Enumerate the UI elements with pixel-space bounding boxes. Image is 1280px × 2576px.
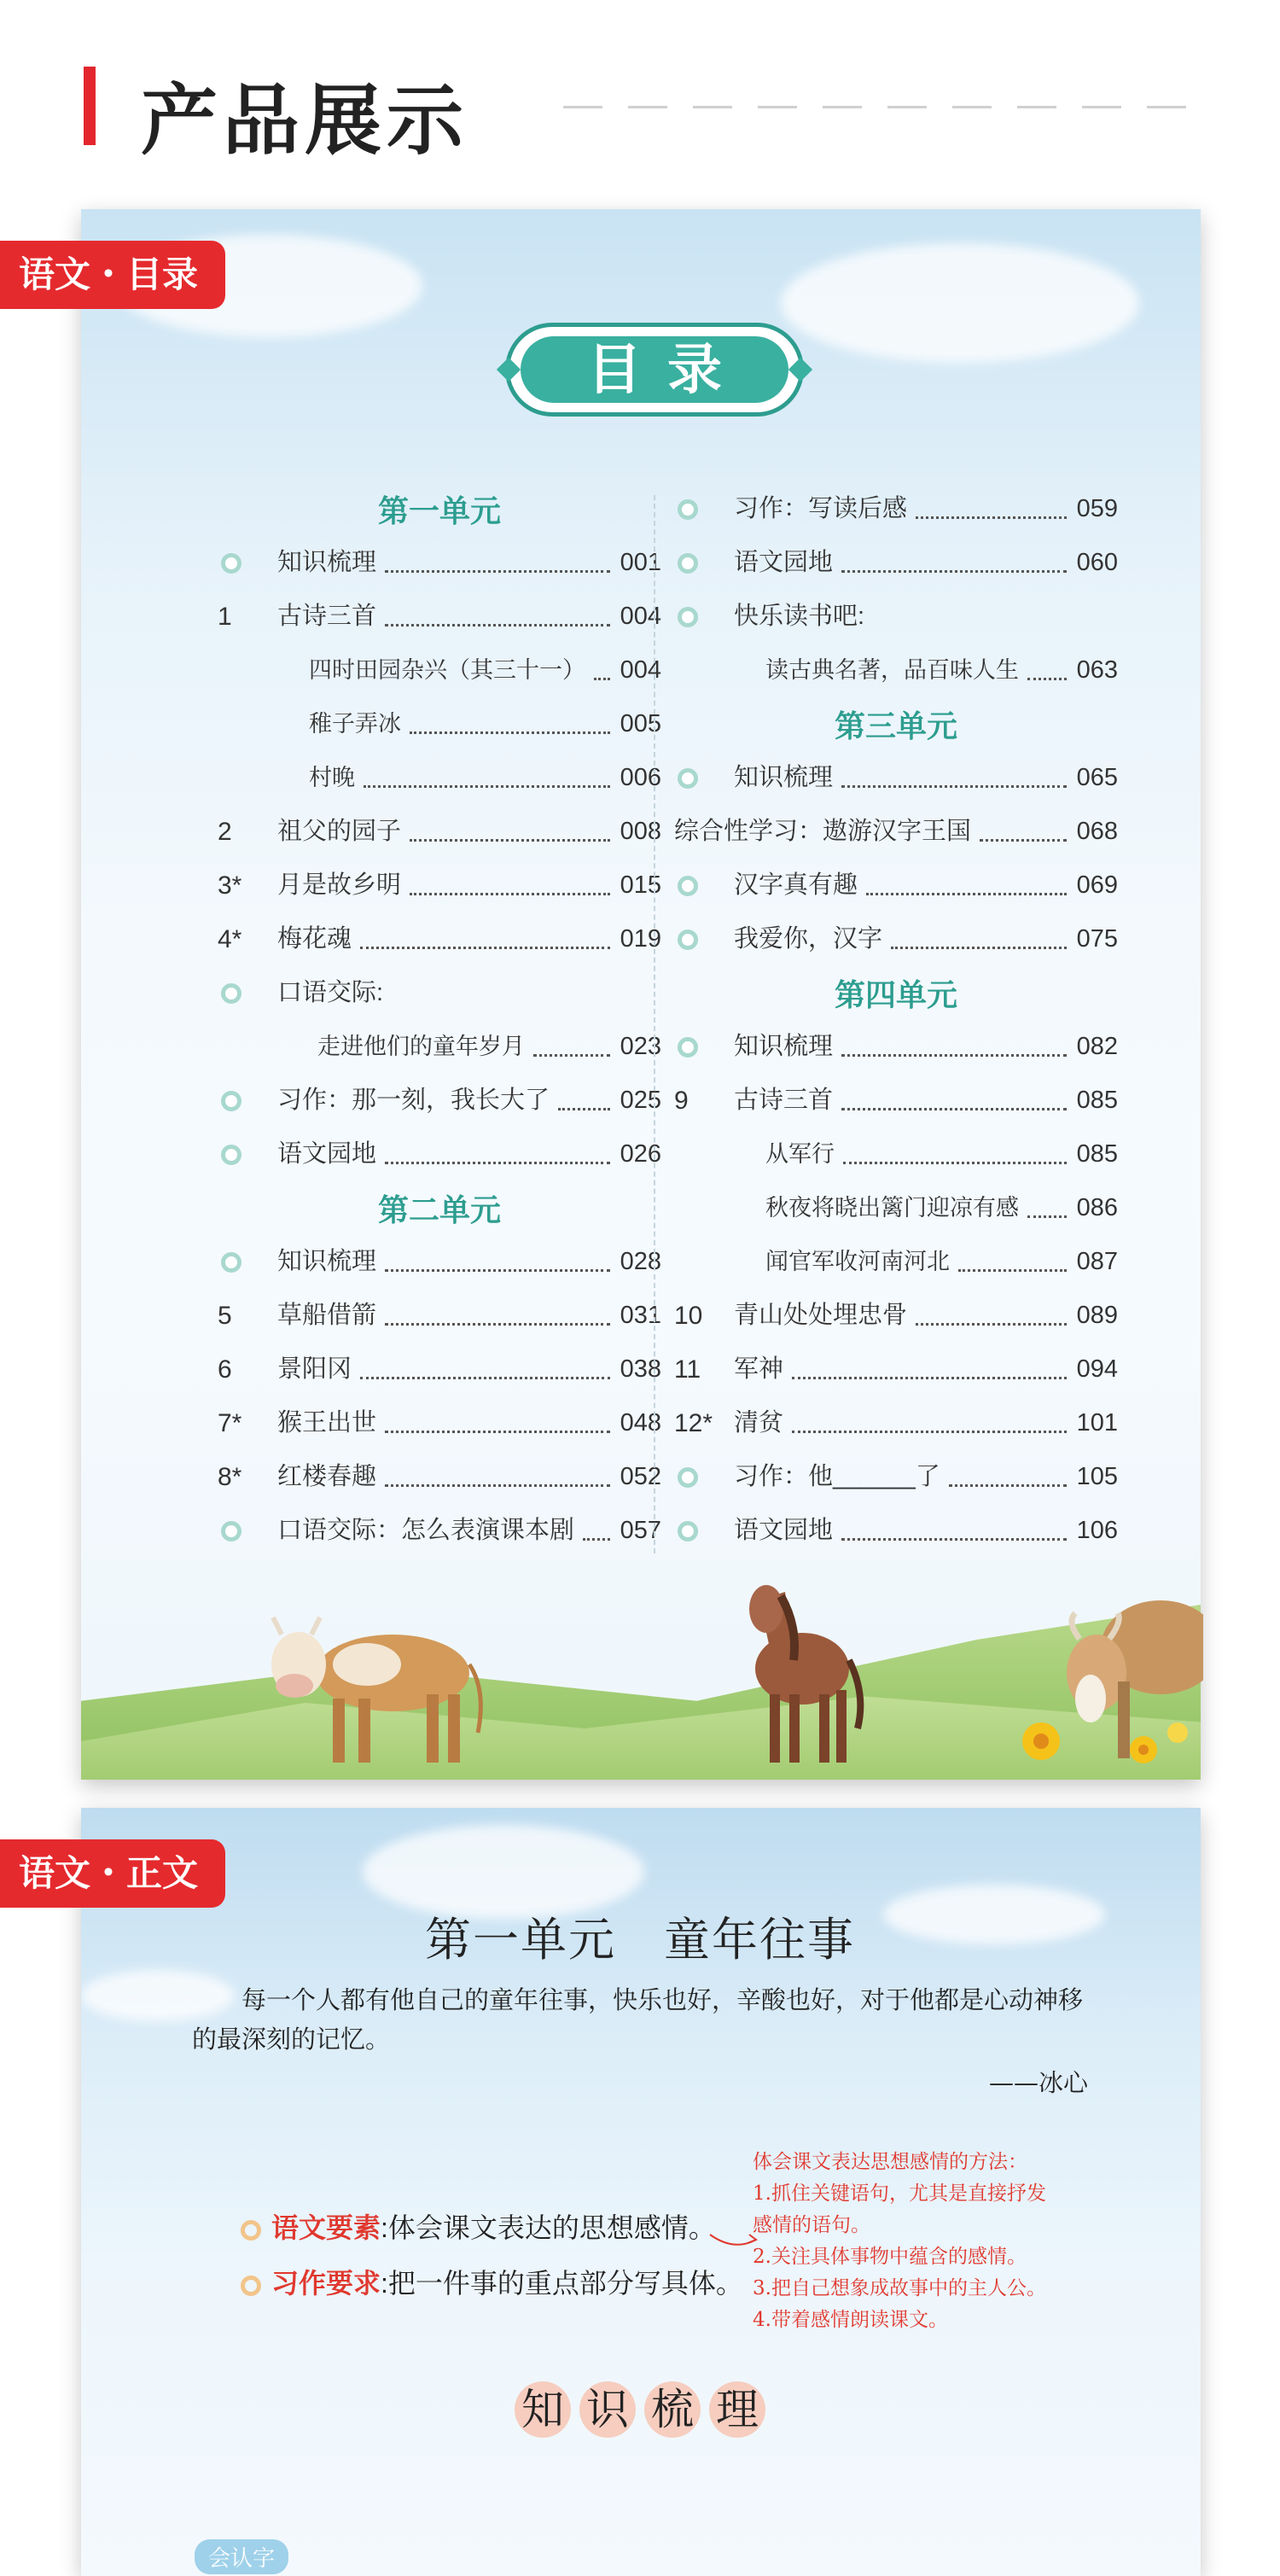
unit-heading: 第四单元 bbox=[834, 977, 957, 1012]
toc-entry-title: 知识梳理 bbox=[734, 764, 834, 791]
toc-entry-title: 综合性学习：遨游汉字王国 bbox=[674, 818, 972, 845]
page-number: 069 bbox=[1076, 871, 1118, 899]
page-number: 004 bbox=[620, 603, 661, 630]
toc-banner bbox=[505, 323, 804, 417]
toc-entry-title: 口语交际：怎么表演课本剧 bbox=[277, 1517, 575, 1544]
note-line: 体会课文表达思想感情的方法： bbox=[753, 2151, 1027, 2173]
toc-entry[interactable] bbox=[674, 1289, 1118, 1343]
circle-bullet-icon bbox=[221, 1091, 241, 1111]
knowledge-char: 知 bbox=[515, 2381, 571, 2438]
toc-entry-title: 知识梳理 bbox=[277, 1248, 377, 1275]
toc-entry-title: 祖父的园子 bbox=[277, 818, 402, 845]
page-number: 026 bbox=[620, 1140, 661, 1168]
toc-entry[interactable] bbox=[218, 1396, 661, 1450]
dot-leader bbox=[1027, 1181, 1067, 1218]
circle-bullet-icon bbox=[221, 553, 241, 574]
page-number: 087 bbox=[1076, 1248, 1118, 1275]
toc-entry-title: 知识梳理 bbox=[277, 549, 377, 576]
dot-leader bbox=[891, 912, 1067, 949]
toc-entry-title: 军神 bbox=[734, 1355, 784, 1383]
circle-bullet-icon bbox=[678, 553, 698, 574]
circle-bullet-icon bbox=[678, 930, 698, 950]
page-number: 060 bbox=[1076, 549, 1118, 576]
toc-entry-title: 秋夜将晓出篱门迎凉有感 bbox=[765, 1195, 1019, 1221]
toc-entry-title: 梅花魂 bbox=[277, 925, 352, 953]
toc-entry[interactable] bbox=[218, 1020, 661, 1074]
toc-entry-title: 走进他们的童年岁月 bbox=[317, 1034, 525, 1060]
dot-leader bbox=[949, 1450, 1067, 1487]
toc-entry-title: 语文园地 bbox=[734, 1517, 834, 1544]
toc-entry[interactable] bbox=[674, 590, 1118, 644]
note-line: 2.关注具体事物中蕴含的感情。 bbox=[753, 2246, 1027, 2268]
dot-leader bbox=[364, 751, 610, 788]
lesson-number: 4* bbox=[218, 925, 242, 953]
page-number: 101 bbox=[1076, 1409, 1118, 1437]
dot-leader bbox=[410, 859, 610, 895]
circle-bullet-icon bbox=[678, 607, 698, 627]
toc-entry[interactable] bbox=[218, 1450, 661, 1504]
dot-leader bbox=[792, 1396, 1067, 1433]
dot-leader bbox=[385, 590, 610, 627]
page-number: 008 bbox=[620, 818, 661, 845]
toc-entry[interactable] bbox=[218, 751, 661, 805]
dot-leader bbox=[385, 1396, 610, 1433]
toc-entry[interactable] bbox=[674, 859, 1118, 912]
dot-leader bbox=[558, 1074, 610, 1110]
toc-entry-title: 语文园地 bbox=[734, 549, 834, 576]
toc-entry[interactable] bbox=[218, 1289, 661, 1343]
page-number: 019 bbox=[620, 925, 661, 953]
page-number: 006 bbox=[620, 764, 661, 791]
page-number: 068 bbox=[1076, 818, 1118, 845]
page-number: 005 bbox=[620, 710, 661, 737]
requirement-key: 语文要素 bbox=[271, 2212, 381, 2243]
toc-entry[interactable] bbox=[674, 1450, 1118, 1504]
lesson-number: 10 bbox=[674, 1302, 703, 1330]
unit-title: 第一单元 童年往事 bbox=[425, 1913, 855, 1967]
page-number: 089 bbox=[1076, 1302, 1118, 1329]
annotation-arrow bbox=[708, 2228, 759, 2253]
lesson-number: 11 bbox=[674, 1355, 701, 1384]
lesson-number: 9 bbox=[674, 1087, 689, 1115]
dot-leader bbox=[385, 536, 610, 573]
page-number: 048 bbox=[620, 1409, 661, 1437]
toc-entry[interactable] bbox=[218, 912, 661, 966]
toc-left-column bbox=[218, 482, 661, 1558]
lesson-number: 1 bbox=[218, 603, 232, 631]
page-number: 001 bbox=[620, 549, 661, 576]
dot-leader bbox=[841, 751, 1067, 788]
note-line: 感情的语句。 bbox=[753, 2214, 870, 2236]
toc-entry[interactable] bbox=[218, 859, 661, 912]
toc-entry-title: 稚子弄冰 bbox=[309, 711, 401, 737]
header-accent-bar bbox=[84, 67, 96, 145]
cloud bbox=[781, 243, 1139, 363]
dot-leader bbox=[841, 1020, 1067, 1057]
flowers-illustration bbox=[1015, 1699, 1203, 1775]
lesson-number: 6 bbox=[218, 1355, 232, 1384]
lesson-number: 2 bbox=[218, 818, 232, 846]
toc-entry-title: 四时田园杂兴（其三十一） bbox=[309, 657, 585, 684]
ring-bullet-icon bbox=[241, 2276, 261, 2296]
page-title: 产品展示 bbox=[141, 79, 468, 164]
dot-leader bbox=[841, 1074, 1067, 1110]
toc-entry[interactable] bbox=[218, 966, 661, 1020]
requirement-writing bbox=[241, 2262, 743, 2301]
toc-entry[interactable] bbox=[218, 1074, 661, 1128]
toc-entry[interactable] bbox=[218, 590, 661, 644]
dot-leader bbox=[1027, 644, 1067, 680]
lesson-number: 12* bbox=[674, 1409, 713, 1437]
toc-entry[interactable] bbox=[674, 1181, 1118, 1235]
toc-entry[interactable] bbox=[218, 1343, 661, 1396]
circle-bullet-icon bbox=[221, 983, 241, 1004]
circle-bullet-icon bbox=[678, 1467, 698, 1488]
toc-entry-title: 清贫 bbox=[734, 1409, 784, 1437]
note-line: 1.抓住关键语句，尤其是直接抒发 bbox=[753, 2183, 1046, 2205]
toc-entry[interactable] bbox=[674, 644, 1118, 697]
toc-entry-title: 汉字真有趣 bbox=[734, 871, 858, 899]
toc-entry-title: 草船借箭 bbox=[277, 1302, 377, 1329]
toc-entry-title: 习作：他______了 bbox=[734, 1463, 940, 1490]
toc-entry-title: 我爱你，汉字 bbox=[734, 925, 883, 953]
toc-entry[interactable] bbox=[674, 482, 1118, 536]
page-number: 082 bbox=[1076, 1033, 1118, 1060]
circle-bullet-icon bbox=[221, 1521, 241, 1542]
toc-entry[interactable] bbox=[674, 1235, 1118, 1289]
dot-leader bbox=[980, 805, 1067, 842]
circle-bullet-icon bbox=[221, 1145, 241, 1165]
toc-entry[interactable] bbox=[674, 536, 1118, 590]
page-number: 065 bbox=[1076, 764, 1118, 791]
dot-leader bbox=[385, 1128, 610, 1164]
page-number: 094 bbox=[1076, 1355, 1118, 1383]
lesson-number: 5 bbox=[218, 1302, 232, 1330]
page-number: 085 bbox=[1076, 1087, 1118, 1114]
dot-leader bbox=[410, 697, 610, 734]
toc-divider bbox=[654, 495, 655, 1553]
toc-right-column bbox=[674, 482, 1118, 1558]
circle-bullet-icon bbox=[678, 1037, 698, 1058]
dot-leader bbox=[916, 1289, 1067, 1326]
toc-entry[interactable] bbox=[218, 644, 661, 697]
dot-leader bbox=[360, 912, 610, 949]
unit-heading: 第二单元 bbox=[377, 1192, 501, 1227]
header-divider bbox=[563, 106, 1212, 108]
toc-entry-title: 月是故乡明 bbox=[277, 871, 402, 899]
dot-leader bbox=[792, 1343, 1067, 1379]
dot-leader bbox=[841, 536, 1067, 573]
page-number: 075 bbox=[1076, 925, 1118, 953]
toc-banner-title: 目录 bbox=[521, 336, 788, 403]
dot-leader bbox=[385, 1289, 610, 1326]
toc-entry-title: 从军行 bbox=[765, 1141, 835, 1168]
requirement-text: :体会课文表达的思想感情。 bbox=[381, 2212, 716, 2243]
dot-leader bbox=[385, 1235, 610, 1272]
dot-leader bbox=[866, 859, 1067, 895]
toc-entry[interactable] bbox=[218, 536, 661, 590]
dot-leader bbox=[841, 1504, 1067, 1541]
toc-entry-title: 古诗三首 bbox=[277, 603, 377, 630]
lesson-number: 3* bbox=[218, 871, 242, 900]
toc-entry-title: 习作：写读后感 bbox=[734, 495, 908, 522]
recognize-chars-badge: 会认字 bbox=[195, 2539, 288, 2574]
method-note bbox=[753, 2147, 1145, 2336]
toc-entry[interactable] bbox=[674, 1343, 1118, 1396]
knowledge-heading bbox=[0, 2381, 1280, 2438]
page-number: 025 bbox=[620, 1087, 661, 1114]
page-number: 085 bbox=[1076, 1140, 1118, 1168]
toc-entry[interactable] bbox=[674, 805, 1118, 859]
toc-entry[interactable] bbox=[674, 1504, 1118, 1558]
toc-entry-title: 猴王出世 bbox=[277, 1409, 377, 1437]
circle-bullet-icon bbox=[678, 1521, 698, 1542]
note-line: 4.带着感情朗读课文。 bbox=[753, 2309, 948, 2331]
page-number: 031 bbox=[620, 1302, 661, 1329]
page-number: 059 bbox=[1076, 495, 1118, 522]
toc-entry[interactable] bbox=[218, 697, 661, 751]
page-number: 106 bbox=[1076, 1517, 1118, 1544]
page-number: 057 bbox=[620, 1517, 661, 1544]
dot-leader bbox=[594, 644, 610, 680]
toc-entry[interactable] bbox=[674, 1128, 1118, 1181]
lesson-number: 8* bbox=[218, 1463, 242, 1491]
dot-leader bbox=[916, 482, 1067, 519]
toc-entry-title: 红楼春趣 bbox=[277, 1463, 377, 1490]
requirement-text: :把一件事的重点部分写具体。 bbox=[381, 2268, 743, 2299]
dot-leader bbox=[583, 1504, 610, 1541]
page-number: 028 bbox=[620, 1248, 661, 1275]
page-number: 052 bbox=[620, 1463, 661, 1490]
toc-entry-title: 快乐读书吧: bbox=[734, 603, 865, 630]
dot-leader bbox=[385, 1450, 610, 1487]
toc-entry-title: 习作：那一刻，我长大了 bbox=[277, 1087, 550, 1114]
cow-illustration bbox=[265, 1605, 503, 1775]
unit-heading: 第一单元 bbox=[377, 493, 501, 528]
toc-entry[interactable] bbox=[218, 1128, 661, 1181]
knowledge-char: 梳 bbox=[644, 2381, 701, 2438]
toc-entry-title: 读古典名著，品百味人生 bbox=[765, 657, 1019, 684]
page-number: 105 bbox=[1076, 1463, 1118, 1490]
requirement-key: 习作要求 bbox=[271, 2268, 381, 2299]
text-tag: 语文・正文 bbox=[0, 1839, 225, 1908]
page-number: 038 bbox=[620, 1355, 661, 1383]
circle-bullet-icon bbox=[678, 876, 698, 896]
circle-bullet-icon bbox=[678, 768, 698, 789]
lesson-number: 7* bbox=[218, 1409, 242, 1437]
dot-leader bbox=[360, 1343, 610, 1379]
toc-entry-title: 青山处处埋忠骨 bbox=[734, 1302, 908, 1329]
toc-entry-title: 古诗三首 bbox=[734, 1087, 834, 1114]
circle-bullet-icon bbox=[221, 1252, 241, 1273]
toc-entry[interactable] bbox=[218, 1235, 661, 1289]
ring-bullet-icon bbox=[241, 2220, 261, 2241]
unit-heading: 第三单元 bbox=[834, 708, 957, 743]
toc-entry-title: 村晚 bbox=[309, 765, 355, 791]
unit-quote: 每一个人都有他自己的童年往事，快乐也好，辛酸也好，对于他都是心动神移的最深刻的记忆。 bbox=[192, 1985, 1084, 2054]
section-header bbox=[0, 0, 1280, 205]
page-number: 023 bbox=[620, 1033, 661, 1060]
note-line: 3.把自己想象成故事中的主人公。 bbox=[753, 2277, 1046, 2299]
toc-entry[interactable] bbox=[674, 912, 1118, 966]
toc-entry[interactable] bbox=[674, 1020, 1118, 1074]
toc-entry-title: 口语交际: bbox=[277, 979, 384, 1006]
circle-bullet-icon bbox=[678, 499, 698, 520]
toc-entry[interactable] bbox=[218, 805, 661, 859]
toc-entry[interactable] bbox=[674, 751, 1118, 805]
quote-author: ——冰心 bbox=[988, 2068, 1088, 2097]
horse-illustration bbox=[725, 1575, 870, 1771]
toc-entry[interactable] bbox=[218, 1504, 661, 1558]
page-number: 063 bbox=[1076, 656, 1118, 684]
page-number: 004 bbox=[620, 656, 661, 684]
toc-entry-title: 景阳冈 bbox=[277, 1355, 352, 1383]
toc-tag: 语文・目录 bbox=[0, 241, 225, 309]
knowledge-char: 识 bbox=[579, 2381, 636, 2438]
dot-leader bbox=[958, 1235, 1067, 1272]
toc-entry-title: 闻官军收河南河北 bbox=[765, 1249, 950, 1275]
requirement-reading bbox=[241, 2206, 716, 2246]
toc-entry[interactable] bbox=[674, 1074, 1118, 1128]
dot-leader bbox=[843, 1128, 1067, 1164]
page-number: 015 bbox=[620, 871, 661, 899]
toc-entry[interactable] bbox=[674, 1396, 1118, 1450]
page-number: 086 bbox=[1076, 1194, 1118, 1221]
dot-leader bbox=[410, 805, 610, 842]
dot-leader bbox=[533, 1020, 610, 1057]
toc-entry-title: 语文园地 bbox=[277, 1140, 377, 1168]
toc-entry-title: 知识梳理 bbox=[734, 1033, 834, 1060]
knowledge-char: 理 bbox=[709, 2381, 765, 2438]
